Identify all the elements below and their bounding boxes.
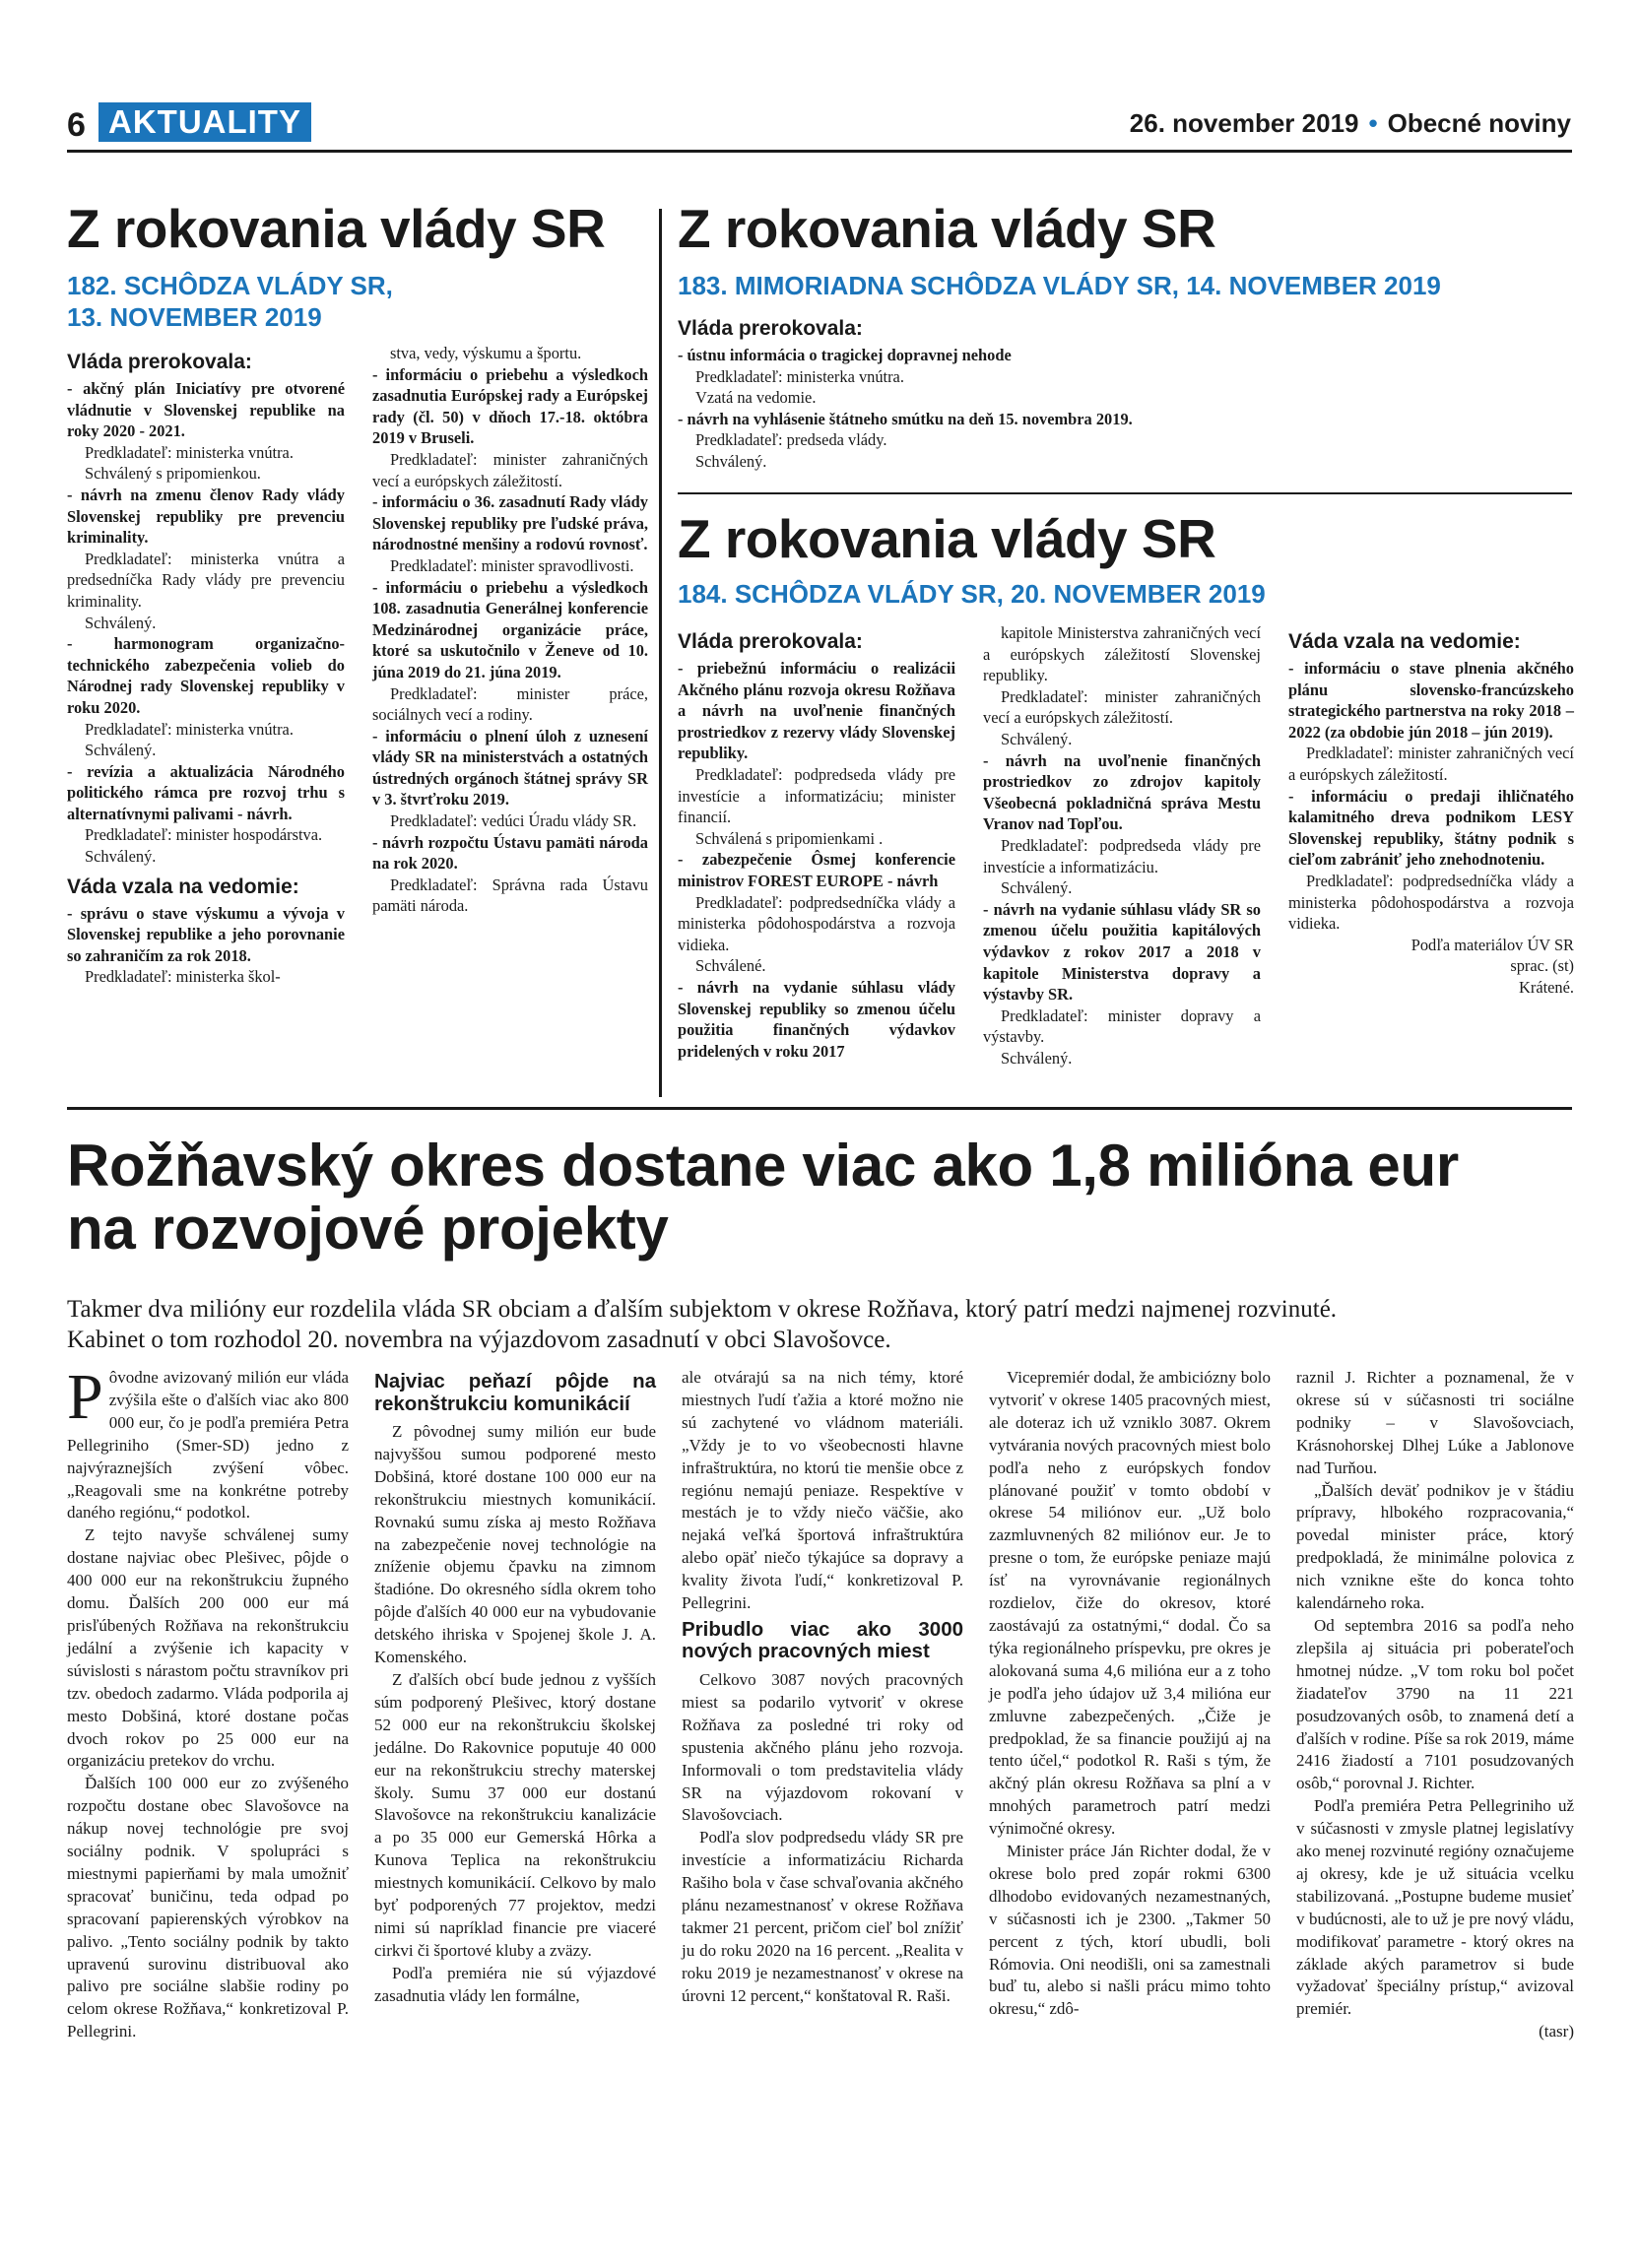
agenda-note: Predkladateľ: minister práce, sociálnych vecí a rodiny. <box>372 683 648 725</box>
box-183-heading: Vláda prerokovala: <box>678 317 863 340</box>
article-paragraph: Vicepremiér dodal, že ambiciózny bolo vytvoriť v okrese 1405 pracovných miest, ale doteraz ich už vzniklo 3087. Okrem vytvárania nových pracovných miest bolo podľa neho z európskych fondov plánované použiť v tomto období v okrese 54 miliónov eur. „Už bolo zazmluvnených 82 miliónov eur. Je to presne o tom, že európske peniaze majú ísť na vyrovnávanie regionálnych rozdielov, čiže do okresov, ktoré zaostávajú za ostatnými,“ dodal. Čo sa týka regionálneho príspevku, pre okres je alokovaná suma 4,6 milióna eur a z toho je podľa jeho údajov už 3,4 milióna eur zmluvne zabezpečených. „Čiže je predpoklad, že sa financie použijú aj na tento účel,“ podotkol R. Raši s tým, že akčný plán okresu Rožňava sa plní a v mnohých parametroch patrí medzi výnimočné okresy. <box>989 1368 1271 1839</box>
agenda-note: Predkladateľ: ministerka vnútra. <box>695 366 904 386</box>
agency-credit: (tasr) <box>1539 2022 1574 2041</box>
article-lead-line2: Kabinet o tom rozhodol 20. novembra na výjazdovom zasadnutí v obci Slavošovce. <box>67 1327 891 1353</box>
box-182-subtitle-line2: 13. NOVEMBER 2019 <box>67 302 322 332</box>
agenda-note: Schválené. <box>695 956 766 976</box>
box-184-title: Z rokovania vlády SR <box>678 508 1216 569</box>
agenda-note: Schválený. <box>695 451 767 471</box>
article-paragraph: raznil J. Richter a poznamenal, že v okrese sú v súčasnosti tri sociálne podniky – v Slavošovciach, Krásnohorskej Dlhej Lúke a Jablonove nad Turňou. <box>1296 1368 1574 1477</box>
agenda-item: - návrh na vyhlásenie štátneho smútku na deň 15. novembra 2019. <box>678 409 1133 428</box>
box-183-rule <box>678 492 1572 494</box>
agenda-note: Predkladateľ: minister hospodárstva. <box>85 825 323 845</box>
agenda-item: - návrh rozpočtu Ústavu pamäti národa na rok 2020. <box>372 832 648 874</box>
drop-cap: P <box>67 1361 103 1433</box>
agenda-note: Predkladateľ: vedúci Úradu vlády SR. <box>390 811 637 831</box>
main-article <box>67 1134 1574 1355</box>
agenda-item: - návrh na zmenu členov Rady vlády Slovenskej republiky pre prevenciu kriminality. <box>67 485 345 548</box>
article-col4 <box>989 1367 1271 2021</box>
section-heading: Vláda prerokovala: <box>678 630 863 653</box>
article-lead-line1: Takmer dva milióny eur rozdelila vláda SR obciam a ďalším subjektom v okrese Rožňava, ktorý patrí medzi najmenej rozvinuté. <box>67 1296 1338 1323</box>
section-label: AKTUALITY <box>98 102 311 142</box>
section-heading: Váda vzala na vedomie: <box>1288 630 1521 653</box>
box-182-subtitle <box>67 270 648 333</box>
article-paragraph: ale otvárajú sa na nich témy, ktoré miestnych ľudí ťažia a ktoré možno nie sú zachytené vo vládnom materiáli. „Vždy je to vo všeobecnosti hlavne infraštruktúra, no ktorú tie menšie obce z regiónu nemajú peniaze. Respektíve v mestách je to vždy niečo väčšie, ako nejaká veľká športová infraštruktúra alebo opäť niečo týkajúce sa dopravy a kvality života ľudí,“ konkretizoval P. Pellegrini. <box>682 1368 963 1613</box>
agenda-note: Predkladateľ: minister spravodlivosti. <box>390 555 634 575</box>
box-182-col2 <box>372 343 648 917</box>
agenda-note: Predkladateľ: ministerka vnútra. <box>85 442 294 462</box>
article-col1 <box>67 1361 349 2043</box>
publication-name: Obecné noviny <box>1387 108 1571 138</box>
dateline <box>1130 108 1571 139</box>
agenda-item: - informáciu o 36. zasadnutí Rady vlády Slovenskej republiky pre ľudské práva, národnostné menšiny a rodovú rovnosť. <box>372 492 648 554</box>
box-182 <box>67 197 648 333</box>
section-heading: Vláda prerokovala: <box>67 351 252 373</box>
article-subheading: Pribudlo viac ako 3000 nových pracovných miest <box>682 1617 963 1663</box>
agenda-note: Predkladateľ: ministerka škol- <box>85 967 281 987</box>
article-paragraph: Z pôvodnej sumy milión eur bude najvyššou sumou podporené mesto Dobšiná, ktoré dostane 100 000 eur na rekonštrukciu miestnych komunikácií. Rovnakú sumu získa aj mesto Rožňava na zabezpečenie novej technológie na zníženie objemu čpavku na zimnom štadióne. Do okresného sídla okrem toho pôjde ďalších 40 000 eur na vybudovanie detského ihriska v Spojenej škole J. A. Komenského. <box>374 1422 656 1667</box>
box-184-subtitle: 184. SCHÔDZA VLÁDY SR, 20. NOVEMBER 2019 <box>678 579 1266 609</box>
box-183-subtitle: 183. MIMORIADNA SCHÔDZA VLÁDY SR, 14. NOVEMBER 2019 <box>678 271 1441 300</box>
agenda-item: - akčný plán Iniciatívy pre otvorené vládnutie v Slovenskej republike na roky 2020 - 2021. <box>67 379 345 441</box>
issue-date: 26. november 2019 <box>1129 108 1359 138</box>
agenda-note: Predkladateľ: podpredsedníčka vlády a ministerka pôdohospodárstva a rozvoja vidieka. <box>1288 871 1574 934</box>
article-paragraph: Z ďalších obcí bude jednou z vyšších súm podporený Plešivec, ktorý dostane 52 000 eur na rekonštrukciu školskej jedálne. Do Rakovnice poputuje 40 000 eur na rekonštrukciu strechy materskej školy. Sumu 37 000 eur dostanú Slavošovce na rekonštrukciu kanalizácie a po 35 000 eur Gemerská Hôrka a Kunova Teplica na rekonštrukciu miestnych komunikácií. Celkovo by malo byť podporených 77 projektov, medzi nimi sú napríklad financie pre viaceré cirkvi či športové kluby a zväzy. <box>374 1669 656 1960</box>
agenda-item: - informáciu o predaji ihličnatého kalamitného dreva podnikom LESY Slovenskej republiky, štátny podnik s cieľom zabrániť jeho znehodnoteniu. <box>1288 786 1574 870</box>
separator-dot: • <box>1368 108 1378 138</box>
article-headline-line2: na rozvojové projekty <box>67 1196 669 1262</box>
source-note: Podľa materiálov ÚV SR <box>1410 935 1574 954</box>
article-paragraph: ôvodne avizovaný milión eur vláda zvýšila ešte o ďalších viac ako 800 000 eur, čo je podľa premiéra Petra Pellegriniho (Smer-SD) jedno z najvýraznejších zvýšení vôbec. „Reagovali sme na konkrétne potreby daného regiónu,“ podotkol. <box>67 1368 349 1523</box>
source-note: sprac. (st) <box>1510 956 1574 976</box>
agenda-item: - informáciu o priebehu a výsledkoch zasadnutia Európskej rady a Európskej rady (čl. 50) v dňoch 17.-18. októbra 2019 v Bruseli. <box>372 364 648 448</box>
box-rule-bottom <box>67 1107 1572 1110</box>
article-paragraph: Ďalších 100 000 eur zo zvýšeného rozpočtu dostane obec Slavošovce na nákup novej technológie pre svoj sociálny podnik. V spolupráci s miestnymi papierňami by mala umožniť spracovať buničinu, teda odpad po spracovaní papierenských výrobkov na palivo. „Tento sociálny podnik by takto upravenú surovinu distribuoval ako palivo pre sociálne slabšie rodiny po celom okrese Rožňava,“ konkretizoval P. Pellegrini. <box>67 1774 349 2041</box>
source-note: Krátené. <box>1519 977 1574 997</box>
header-rule <box>67 150 1572 153</box>
agenda-note: kapitole Ministerstva zahraničných vecí a európskych záležitostí Slovenskej republiky. <box>983 623 1261 685</box>
agenda-note: Schválený. <box>1001 878 1073 898</box>
box-182-subtitle-line1: 182. SCHÔDZA VLÁDY SR, <box>67 271 393 300</box>
agenda-note: Predkladateľ: Správna rada Ústavu pamäti národa. <box>372 875 648 916</box>
article-col5 <box>1296 1367 1574 2043</box>
box-184-col3 <box>1288 622 1574 999</box>
article-col3 <box>682 1367 963 2008</box>
agenda-note: Schválený. <box>1001 1048 1073 1068</box>
agenda-note: Schválený. <box>85 847 157 867</box>
article-col2 <box>374 1367 656 2008</box>
agenda-item: - správu o stave výskumu a vývoja v Slovenskej republike a jeho porovnanie so zahraničím za rok 2018. <box>67 903 345 965</box>
box-184-col1 <box>678 622 955 1062</box>
article-paragraph: Celkovo 3087 nových pracovných miest sa podarilo vytvoriť v okrese Rožňava za posledné tri roky od spustenia akčného plánu jeho rozvoja. Informovali o tom predstavitelia vlády SR na výjazdovom rokovaní v Slavošovciach. <box>682 1669 963 1825</box>
section-heading: Váda vzala na vedomie: <box>67 875 299 898</box>
page-number: 6 <box>67 106 86 144</box>
article-paragraph: Podľa slov podpredsedu vlády SR pre investície a informatizáciu Richarda Rašiho bola v čase schvaľovania akčného plánu nezamestnanosť v okrese Rožňava takmer 21 percent, pričom cieľ bol znížiť ju do roku 2020 na 16 percent. „Realita v roku 2019 je nezamestnanosť v okrese na úrovni 12 percent,“ konštatoval R. Raši. <box>682 1828 963 2005</box>
box-183-list <box>678 345 1347 473</box>
agenda-note: Predkladateľ: minister zahraničných vecí a európskych záležitostí. <box>1288 744 1574 784</box>
agenda-note: stva, vedy, výskumu a športu. <box>390 344 582 362</box>
article-paragraph: „Ďalších deväť podnikov je v štádiu prípravy, hlbokého rozpracovania,“ povedal minister práce, ktorý predpokladá, že minimálne polovica z nich vznikne ešte do konca tohto kalendárneho roka. <box>1296 1480 1574 1613</box>
box-183 <box>678 197 1574 473</box>
agenda-item: - návrh na vydanie súhlasu vlády SR so zmenou účelu použitia kapitálových výdavkov z rokov 2017 a 2018 v kapitole Ministerstva dopravy a výstavby SR. <box>983 899 1261 1004</box>
agenda-note: Predkladateľ: ministerka vnútra. <box>85 719 294 739</box>
agenda-note: Predkladateľ: podpredseda vlády pre investície a informatizáciu; minister financií. <box>678 764 955 827</box>
agenda-item: - informáciu o stave plnenia akčného plánu slovensko-francúzskeho strategického partnerstva na roky 2018 – 2022 (za obdobie jún 2018 – jún 2019). <box>1288 659 1574 742</box>
box-182-col1 <box>67 343 345 988</box>
agenda-item: - informáciu o plnení úloh z uznesení vlády SR na ministerstvách a ostatných ústredných orgánoch štátnej správy SR v 3. štvrťroku 2019. <box>372 726 648 810</box>
box-182-title: Z rokovania vlády SR <box>67 198 606 259</box>
agenda-note: Predkladateľ: podpredseda vlády pre investície a informatizáciu. <box>983 835 1261 876</box>
agenda-note: Predkladateľ: minister zahraničných vecí a európskych záležitostí. <box>372 449 648 490</box>
article-paragraph: Podľa premiéra Petra Pellegriniho už v súčasnosti v zmysle platnej legislatívy ako menej rozvinuté regióny označujeme aj okresy, kde je už situácia vcelku stabilizovaná. „Postupne budeme musieť v budúcnosti, ale to už je pre nový vládu, modifikovať parametre - ktorý okres na základe akých parametrov si bude vyžadovať špeciálny prístup,“ avizoval premiér. <box>1296 1796 1574 2019</box>
article-subheading: Najviac peňazí pôjde na rekonštrukciu komunikácií <box>374 1370 656 1415</box>
column-divider <box>659 209 662 1097</box>
agenda-item: - zabezpečenie Ôsmej konferencie ministrov FOREST EUROPE - návrh <box>678 850 955 890</box>
agenda-note: Predkladateľ: podpredsedníčka vlády a ministerka pôdohospodárstva a rozvoja vidieka. <box>678 892 955 954</box>
article-paragraph: Z tejto navyše schválenej sumy dostane najviac obec Plešivec, pôjde o 400 000 eur na rekonštrukciu župného domu. Ďalších 200 000 eur má prisľúbených Rožňava na rekonštrukciu jedální a zvýšenie ich kapacity v súvislosti s nárastom počtu stravníkov pri tzv. obedoch zadarmo. Vláda podporila aj mesto Dobšiná, ktoré dostane počas dvoch rokov po 25 000 eur na organizáciu pretekov do vrchu. <box>67 1525 349 1771</box>
agenda-item: - priebežnú informáciu o realizácii Akčného plánu rozvoja okresu Rožňava a návrh na uvoľnenie finančných prostriedkov z rezervy vlády Slovenskej republiky. <box>678 659 955 763</box>
agenda-item: - návrh na vydanie súhlasu vlády Slovenskej republiky so zmenou účelu použitia finančných výdavkov pridelených v roku 2017 <box>678 977 955 1061</box>
agenda-item: - ústnu informácia o tragickej dopravnej nehode <box>678 346 1012 364</box>
article-paragraph: Minister práce Ján Richter dodal, že v okrese bolo pred zopár rokmi 6300 dlhodobo evidovaných nezamestnaných, v súčasnosti ich je 2300. „Takmer 50 percent z tých, ktorí ubudli, boli Rómovia. Oni neodišli, oni sa zamestnali buď tu, alebo si našli prácu mimo tohto okresu,“ zdô- <box>989 1842 1271 2019</box>
article-paragraph: Od septembra 2016 sa podľa neho zlepšila aj situácia pri poberateľoch hmotnej núdze. „V tom roku bol počet žiadateľov 3790 na 11 221 posudzovaných osôb, to znamená detí a ďalších v rodine. Píše sa rok 2019, máme 2416 žiadostí a 7101 posudzovaných osôb,“ porovnal J. Richter. <box>1296 1615 1574 1793</box>
box-184-col2 <box>983 622 1261 1069</box>
agenda-note: Vzatá na vedomie. <box>695 388 817 408</box>
agenda-item: - návrh na uvoľnenie finančných prostriedkov zo zdrojov kapitoly Všeobecná pokladničná správa Mestu Vranov nad Topľou. <box>983 750 1261 834</box>
agenda-note: Schválený. <box>1001 729 1073 748</box>
agenda-note: Schválený. <box>85 613 157 632</box>
article-headline-line1: Rožňavský okres dostane viac ako 1,8 milióna eur <box>67 1133 1459 1199</box>
agenda-item: - revízia a aktualizácia Národného politického rámca pre rozvoj trhu s alternatívnymi palivami - návrh. <box>67 761 345 823</box>
agenda-note: Predkladateľ: ministerka vnútra a predsedníčka Rady vlády pre prevenciu kriminality. <box>67 549 345 611</box>
agenda-note: Schválený s pripomienkou. <box>85 464 261 484</box>
agenda-note: Schválený. <box>85 741 157 760</box>
agenda-note: Schválená s pripomienkami . <box>695 828 884 848</box>
agenda-item: - informáciu o priebehu a výsledkoch 108. zasadnutia Generálnej konferencie Medzinárodnej organizácie práce, ktoré sa uskutočnilo v Ženeve od 10. júna 2019 do 21. júna 2019. <box>372 577 648 681</box>
agenda-note: Predkladateľ: predseda vlády. <box>695 430 887 450</box>
box-183-title: Z rokovania vlády SR <box>678 198 1216 259</box>
article-headline <box>67 1134 1574 1261</box>
agenda-note: Predkladateľ: minister zahraničných vecí a európskych záležitostí. <box>983 686 1261 728</box>
agenda-item: - harmonogram organizačno-technického zabezpečenia volieb do Národnej rady Slovenskej republiky v roku 2020. <box>67 634 345 717</box>
agenda-note: Predkladateľ: minister dopravy a výstavby. <box>983 1005 1261 1047</box>
article-paragraph: Podľa premiéra nie sú výjazdové zasadnutia vlády len formálne, <box>374 1963 656 2005</box>
article-lead <box>67 1294 1574 1355</box>
box-184 <box>678 507 1574 610</box>
